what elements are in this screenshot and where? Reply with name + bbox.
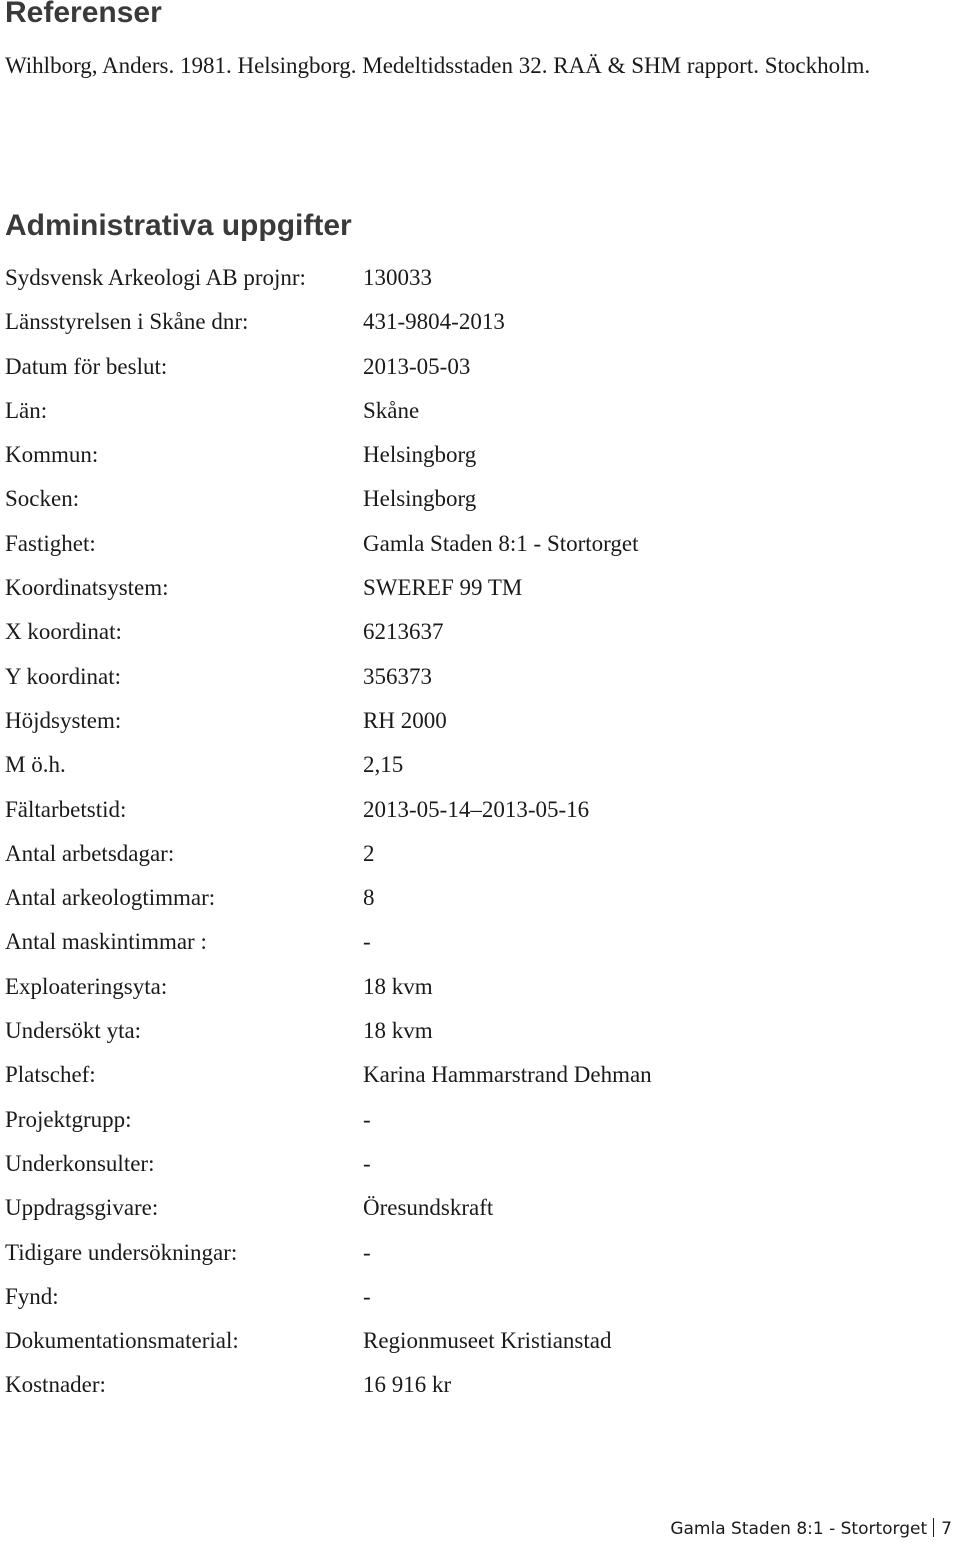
info-label: Datum för beslut: — [5, 353, 168, 379]
references-heading: Referenser — [5, 0, 162, 29]
info-row — [5, 1009, 905, 1053]
info-row — [5, 300, 905, 344]
info-value: Skåne — [363, 397, 420, 423]
info-row — [5, 699, 905, 743]
info-row — [5, 477, 905, 521]
info-value: SWEREF 99 TM — [363, 575, 523, 601]
info-value: 2013-05-03 — [363, 353, 471, 379]
info-row — [5, 1275, 905, 1319]
info-value: 8 — [363, 885, 375, 911]
info-label: Uppdragsgivare: — [5, 1195, 159, 1221]
info-label: Dokumentationsmaterial: — [5, 1328, 239, 1354]
info-label: Projektgrupp: — [5, 1106, 132, 1132]
info-row — [5, 920, 905, 964]
info-label: Antal arkeologtimmar: — [5, 885, 216, 911]
info-value: RH 2000 — [363, 707, 447, 733]
info-value: Öresundskraft — [363, 1195, 494, 1221]
info-label: Koordinatsystem: — [5, 575, 169, 601]
page-number: 7 — [941, 1519, 952, 1539]
info-row — [5, 1186, 905, 1230]
info-row — [5, 1363, 905, 1407]
info-label: Undersökt yta: — [5, 1018, 142, 1044]
info-row — [5, 433, 905, 477]
page-footer — [670, 1518, 952, 1539]
info-row — [5, 610, 905, 654]
info-row — [5, 389, 905, 433]
info-value: 18 kvm — [363, 1018, 433, 1044]
info-row — [5, 788, 905, 832]
info-value: Helsingborg — [363, 486, 477, 512]
info-value: 431-9804-2013 — [363, 309, 505, 335]
info-value: 2013-05-14–2013-05-16 — [363, 796, 590, 822]
info-row — [5, 1319, 905, 1363]
info-row — [5, 1142, 905, 1186]
info-value: 130033 — [363, 265, 432, 290]
info-value: Regionmuseet Kristianstad — [363, 1328, 612, 1354]
footer-separator — [933, 1518, 934, 1537]
info-label: Platschef: — [5, 1062, 96, 1088]
info-row — [5, 1231, 905, 1275]
info-value: 2,15 — [363, 752, 404, 778]
info-row — [5, 1053, 905, 1097]
info-value: Gamla Staden 8:1 - Stortorget — [363, 530, 639, 556]
info-label: Län: — [5, 397, 48, 423]
info-value: Karina Hammarstrand Dehman — [363, 1062, 652, 1088]
info-row — [5, 743, 905, 787]
info-label: Sydsvensk Arkeologi AB projnr: — [5, 265, 306, 290]
info-label: Tidigare undersökningar: — [5, 1239, 238, 1265]
info-value: - — [363, 929, 371, 955]
info-label: Underkonsulter: — [5, 1150, 155, 1176]
info-label: Fastighet: — [5, 530, 96, 556]
info-label: Höjdsystem: — [5, 707, 122, 733]
info-value: - — [363, 1283, 371, 1309]
info-row — [5, 256, 905, 300]
info-value: - — [363, 1106, 371, 1132]
info-label: Kommun: — [5, 442, 99, 468]
info-row — [5, 832, 905, 876]
info-value: - — [363, 1239, 371, 1265]
info-label: Antal maskintimmar : — [5, 929, 207, 955]
info-label: M ö.h. — [5, 752, 66, 778]
info-row — [5, 876, 905, 920]
info-row — [5, 566, 905, 610]
info-value: Helsingborg — [363, 442, 477, 468]
info-label: Länsstyrelsen i Skåne dnr: — [5, 309, 249, 335]
info-label: Antal arbetsdagar: — [5, 840, 175, 866]
admin-heading: Administrativa uppgifter — [5, 209, 352, 242]
info-value: 18 kvm — [363, 973, 433, 999]
info-label: Y koordinat: — [5, 663, 122, 689]
info-label: Exploateringsyta: — [5, 973, 168, 999]
footer-title: Gamla Staden 8:1 - Stortorget — [670, 1519, 928, 1539]
info-row — [5, 345, 905, 389]
info-label: Fältarbetstid: — [5, 796, 127, 822]
info-label: X koordinat: — [5, 619, 122, 645]
info-label: Socken: — [5, 486, 80, 512]
info-row — [5, 655, 905, 699]
info-value: 356373 — [363, 663, 432, 689]
info-row — [5, 522, 905, 566]
info-value: - — [363, 1150, 371, 1176]
info-label: Kostnader: — [5, 1372, 106, 1398]
info-row — [5, 965, 905, 1009]
admin-info-table — [5, 256, 905, 1408]
info-row — [5, 1098, 905, 1142]
info-label: Fynd: — [5, 1283, 59, 1309]
info-value: 16 916 kr — [363, 1372, 452, 1398]
reference-entry: Wihlborg, Anders. 1981. Helsingborg. Medeltidsstaden 32. RAÄ & SHM rapport. Stockholm. — [5, 53, 871, 78]
info-value: 6213637 — [363, 619, 444, 645]
info-value: 2 — [363, 840, 375, 866]
